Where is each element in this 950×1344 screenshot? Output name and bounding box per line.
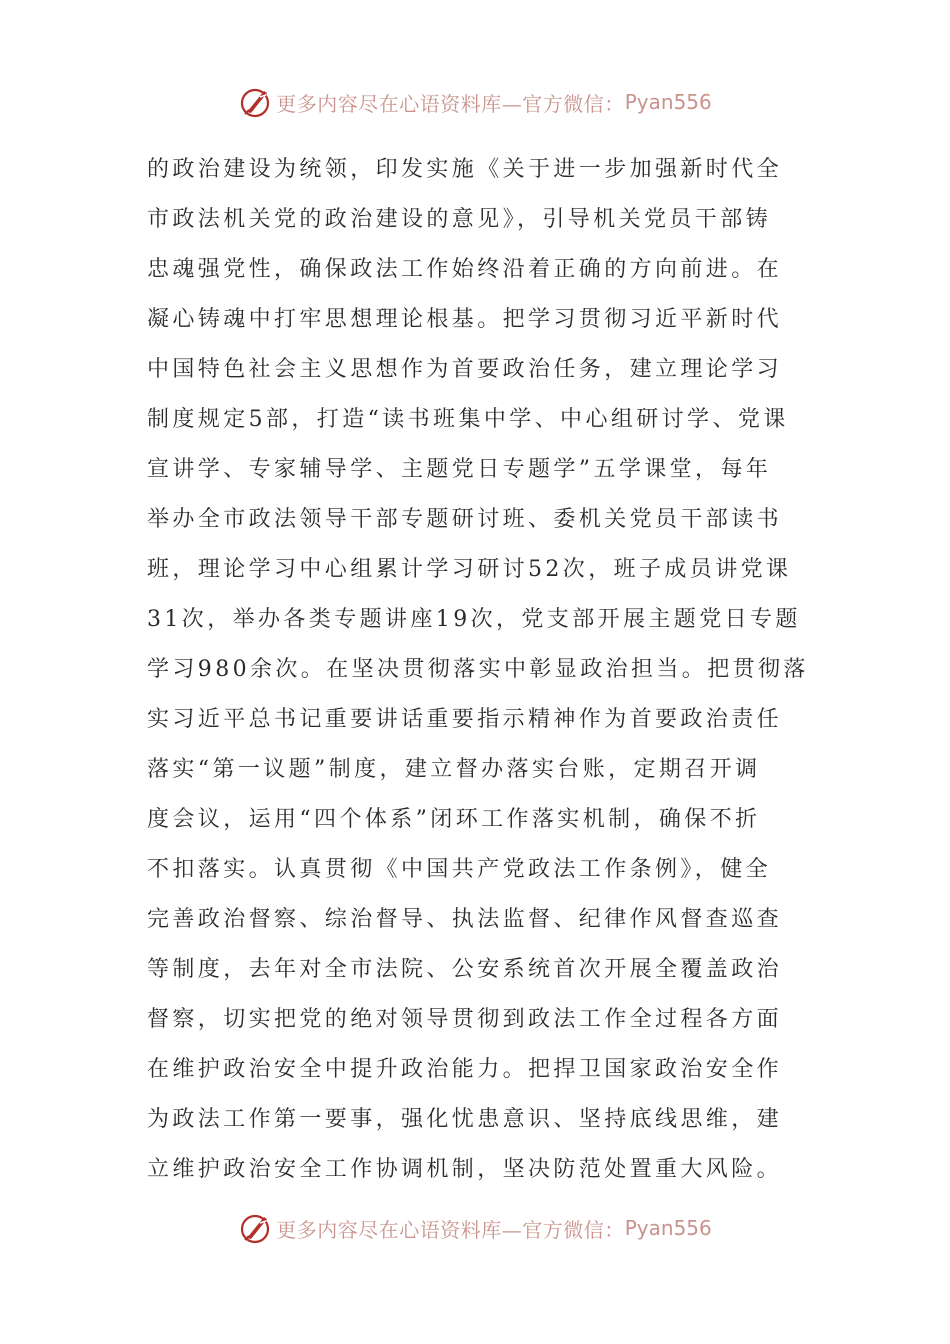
- text-line: 度会议，运用“四个体系”闭环工作落实机制，确保不折: [147, 807, 761, 832]
- text-line: 在维护政治安全中提升政治能力。把捍卫国家政治安全作: [147, 1057, 783, 1082]
- header-banner: [0, 82, 950, 122]
- text-line: 立维护政治安全工作协调机制，坚决防范处置重大风险。: [147, 1157, 783, 1182]
- text-line: 的政治建设为统领，印发实施《关于进一步加强新时代全: [147, 157, 783, 182]
- text-line: 31次，举办各类专题讲座19次，党支部开展主题党日专题: [147, 607, 801, 632]
- text-line: 制度规定5部，打造“读书班集中学、中心组研讨学、党课: [147, 407, 789, 432]
- text-line: 凝心铸魂中打牢思想理论根基。把学习贯彻习近平新时代: [147, 307, 783, 332]
- quill-pen-logo-icon: [238, 1211, 272, 1245]
- text-line: 中国特色社会主义思想作为首要政治任务，建立理论学习: [147, 357, 783, 382]
- footer-wechat-id: Pyan556: [624, 1216, 712, 1240]
- text-line: 不扣落实。认真贯彻《中国共产党政法工作条例》，健全: [147, 857, 772, 882]
- text-line: 实习近平总书记重要讲话重要指示精神作为首要政治责任: [147, 707, 783, 732]
- text-line: 举办全市政法领导干部专题研讨班、委机关党员干部读书: [147, 507, 783, 532]
- header-banner-text: 更多内容尽在心语资料库—官方微信：: [276, 91, 625, 116]
- header-wechat-id: Pyan556: [624, 90, 712, 114]
- text-line: 宣讲学、专家辅导学、主题党日专题学”五学课堂，每年: [147, 457, 772, 482]
- text-line: 班，理论学习中心组累计学习研讨52次，班子成员讲党课: [147, 557, 792, 582]
- text-line: 市政法机关党的政治建设的意见》，引导机关党员干部铸: [147, 207, 772, 232]
- text-line: 忠魂强党性，确保政法工作始终沿着正确的方向前进。在: [147, 257, 783, 282]
- text-line: 完善政治督察、综治督导、执法监督、纪律作风督查巡查: [147, 907, 783, 932]
- quill-pen-logo-icon: [238, 85, 272, 119]
- text-line: 等制度，去年对全市法院、公安系统首次开展全覆盖政治: [147, 957, 783, 982]
- text-line: 督察，切实把党的绝对领导贯彻到政法工作全过程各方面: [147, 1007, 783, 1032]
- text-line: 落实“第一议题”制度，建立督办落实台账，定期召开调: [147, 757, 761, 782]
- text-line: 为政法工作第一要事，强化忧患意识、坚持底线思维，建: [147, 1107, 783, 1132]
- text-line: 学习980余次。在坚决贯彻落实中彰显政治担当。把贯彻落: [147, 657, 809, 682]
- footer-banner: [0, 1208, 950, 1248]
- footer-banner-text: 更多内容尽在心语资料库—官方微信：: [276, 1217, 625, 1242]
- document-body: [147, 145, 807, 1195]
